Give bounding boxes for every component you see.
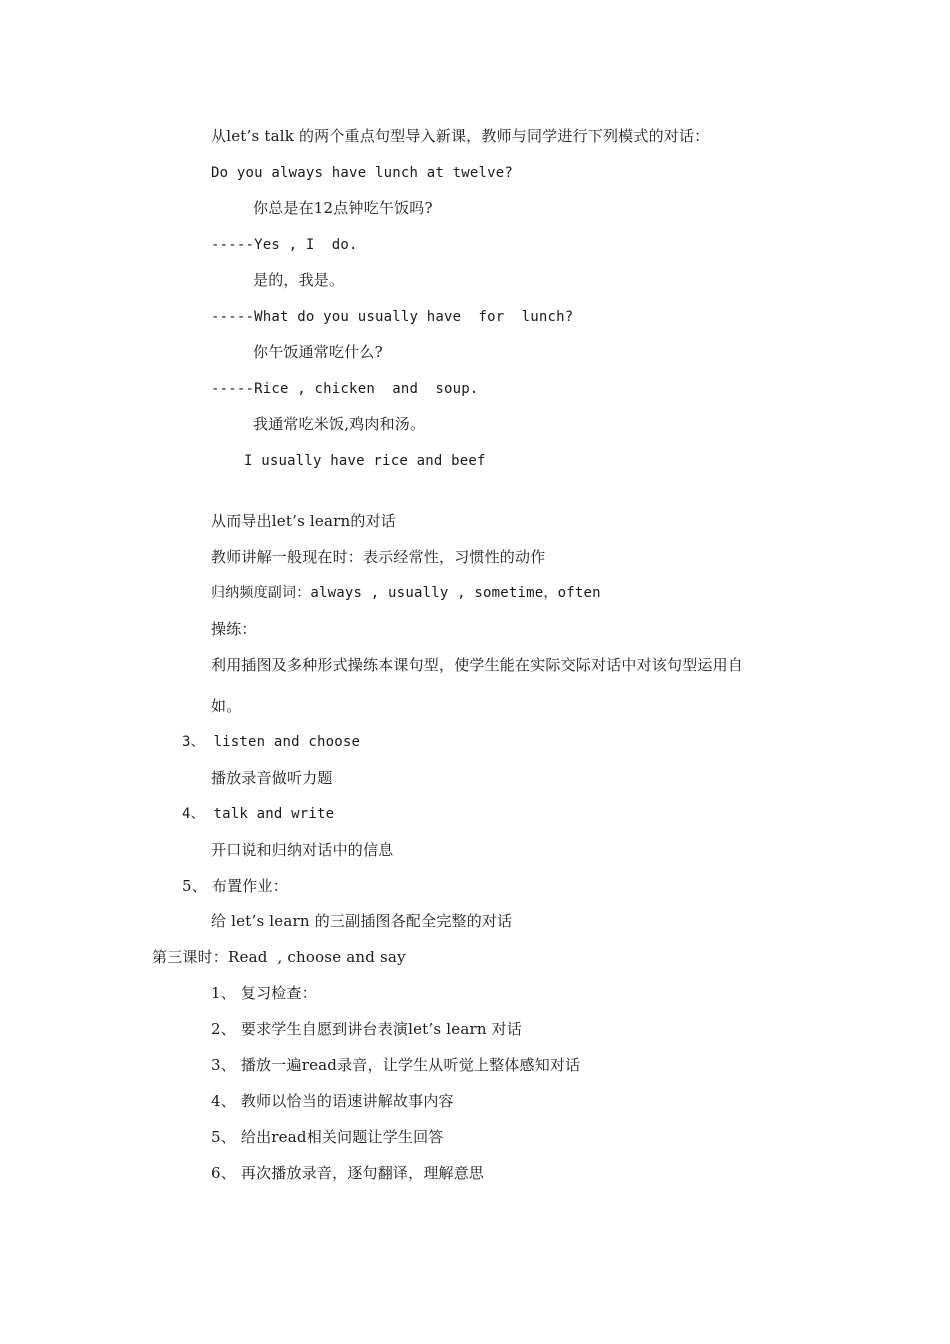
text-line: 从let’s talk 的两个重点句型导入新课，教师与同学进行下列模式的对话： xyxy=(211,127,710,145)
text-line: 归纳频度副词：always , usually , sometime，often xyxy=(211,585,601,601)
text-line: I usually have rice and beef xyxy=(244,453,486,469)
list-item: 5、 布置作业： xyxy=(182,877,288,895)
text-line: 如。 xyxy=(211,697,242,715)
text-line: 播放录音做听力题 xyxy=(211,769,333,787)
section-heading: 第三课时：Read , choose and say xyxy=(152,948,406,966)
text-line: 是的，我是。 xyxy=(253,271,345,289)
text-line: -----Rice , chicken and soup. xyxy=(211,381,479,397)
text-line: -----Yes , I do. xyxy=(211,237,358,253)
list-item: 4、 教师以恰当的语速讲解故事内容 xyxy=(211,1092,454,1110)
text-line: 开口说和归纳对话中的信息 xyxy=(211,841,394,859)
list-item: 1、 复习检查： xyxy=(211,984,317,1002)
text-line: 操练： xyxy=(211,620,257,638)
list-item: 4、 talk and write xyxy=(182,806,335,822)
text-line: 从而导出let’s learn的对话 xyxy=(211,512,396,530)
text-line: -----What do you usually have for lunch? xyxy=(211,309,574,325)
text-line: 你总是在12点钟吃午饭吗? xyxy=(253,199,433,217)
list-item: 3、 播放一遍read录音，让学生从听觉上整体感知对话 xyxy=(211,1056,581,1074)
list-item: 3、 listen and choose xyxy=(182,734,361,750)
text-line: 利用插图及多种形式操练本课句型，使学生能在实际交际对话中对该句型运用自 xyxy=(211,656,744,674)
list-item: 6、 再次播放录音，逐句翻译，理解意思 xyxy=(211,1164,485,1182)
text-line: 你午饭通常吃什么? xyxy=(253,343,383,361)
list-item: 2、 要求学生自愿到讲台表演let’s learn 对话 xyxy=(211,1020,523,1038)
text-line: 给 let’s learn 的三副插图各配全完整的对话 xyxy=(211,912,513,930)
text-line: Do you always have lunch at twelve? xyxy=(211,165,514,181)
list-item: 5、 给出read相关问题让学生回答 xyxy=(211,1128,444,1146)
text-line: 我通常吃米饭,鸡肉和汤。 xyxy=(253,415,426,433)
text-line: 教师讲解一般现在时：表示经常性，习惯性的动作 xyxy=(211,548,546,566)
